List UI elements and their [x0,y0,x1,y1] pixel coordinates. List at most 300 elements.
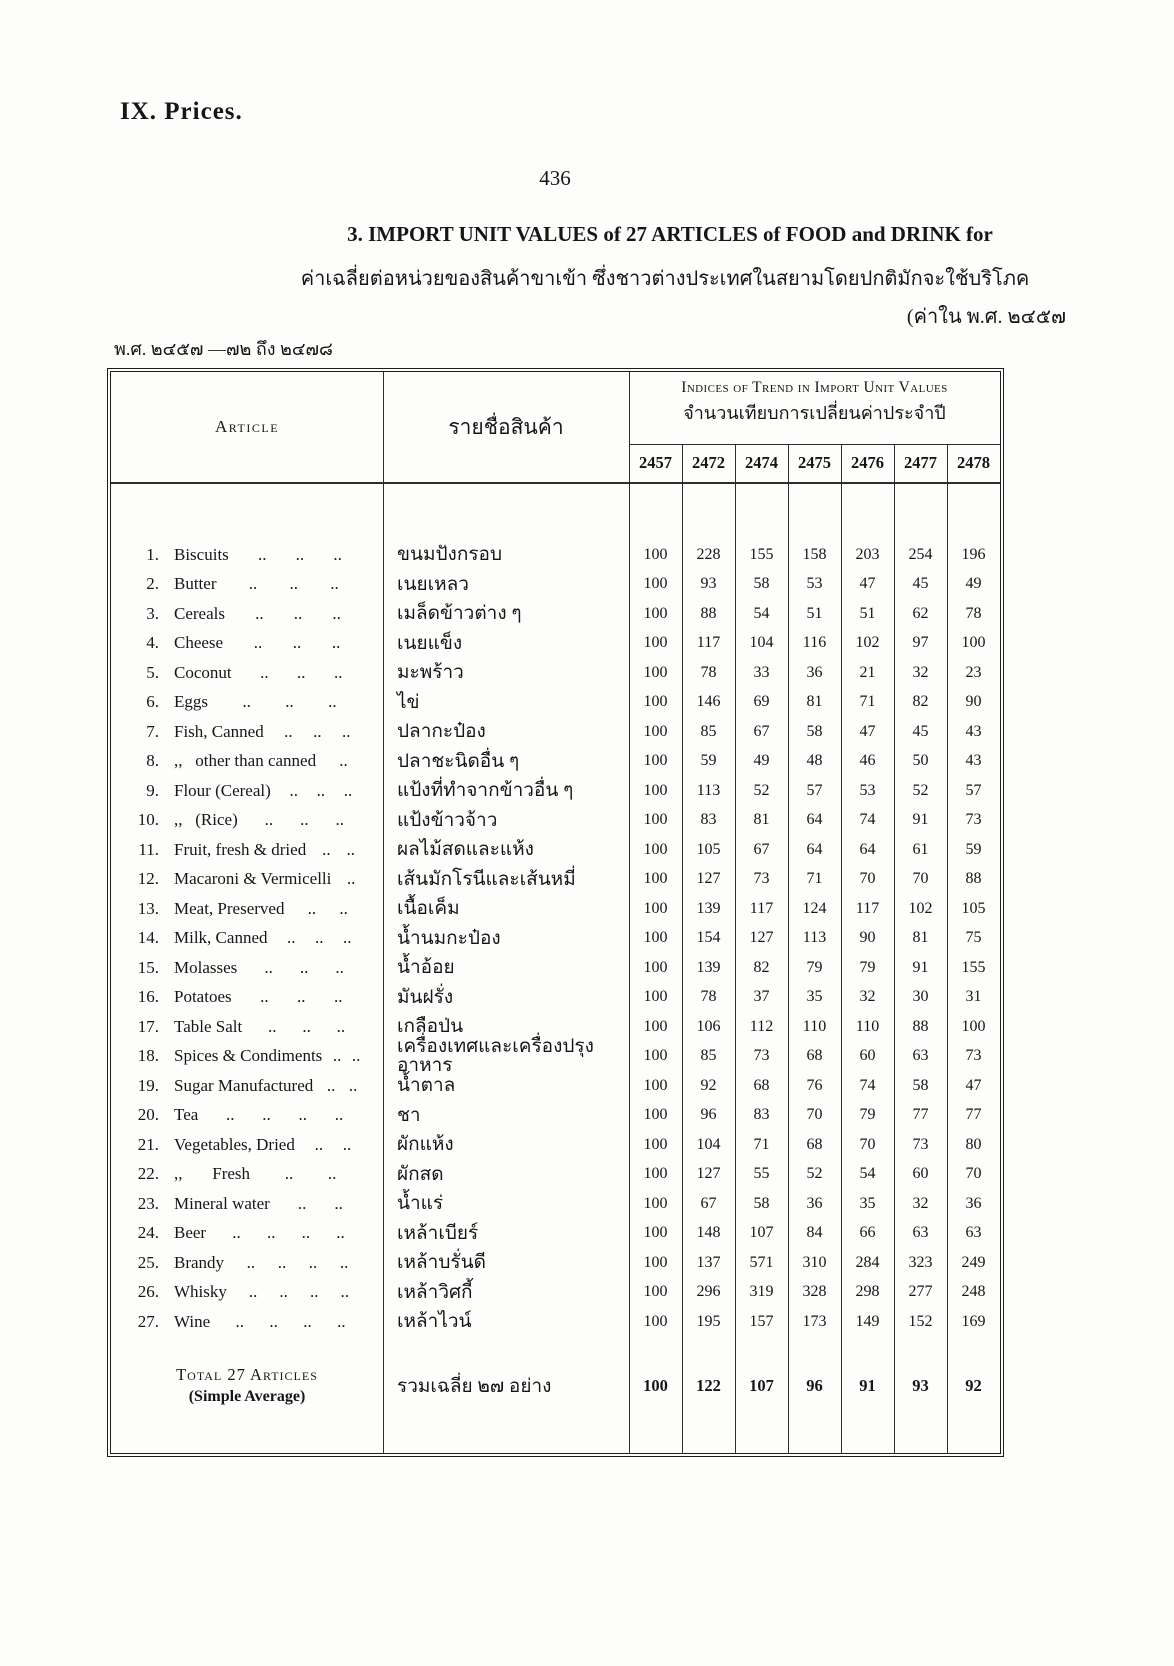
thai-name-cell: ชา [397,1104,421,1126]
index-value-cell: 93 [700,575,717,593]
index-value-cell: 88 [700,604,717,622]
dot-group: .. [336,1223,345,1243]
index-value-cell: 249 [961,1253,986,1271]
index-value-cell: 74 [859,811,876,829]
group-title-en: Indices of Trend in Import Unit Values [681,379,948,396]
thai-name-cell: เนยแข็ง [397,632,463,654]
thai-name-cell: น้ำนมกะป๋อง [397,927,501,949]
year-header: 2472 [692,453,725,472]
index-value-cell: 146 [696,693,721,711]
article-cell [111,1194,383,1214]
total-value-cell: 96 [806,1375,823,1395]
index-value-cell: 100 [643,1165,668,1183]
index-value-cell: 36 [806,1194,823,1212]
article-name: Spices & Condiments [174,1046,323,1066]
index-value-cell: 68 [806,1135,823,1153]
dot-leader [232,663,371,683]
thai-name-cell: น้ำอ้อย [397,957,455,979]
dot-group: .. [266,1223,276,1243]
dot-group: .. [284,721,293,741]
article-name: Whisky [174,1282,227,1302]
table-row [111,1130,1000,1160]
dot-group: .. [226,1105,235,1125]
dot-group: .. [285,692,294,712]
dot-group: .. [342,1134,352,1154]
dot-group: .. [330,574,339,594]
article-name: Butter [174,574,217,594]
article-name: Brandy [174,1252,225,1272]
dot-group: .. [287,928,296,948]
article-cell [111,1105,383,1125]
dot-leader [229,545,371,565]
dot-group: .. [295,544,305,564]
dot-group: .. [332,603,341,623]
row-number: 16. [137,987,159,1007]
year-header: 2477 [904,453,937,472]
dot-group: .. [264,957,273,977]
article-cell [111,869,383,889]
index-value-cell: 117 [749,899,774,917]
dot-leader [284,899,371,919]
column-header-thai: รายชื่อสินค้า [448,414,564,439]
article-cell [111,663,383,683]
index-value-cell: 100 [643,693,668,711]
thai-name-cell: เครื่องเทศและเครื่องปรุงอาหาร [397,1036,594,1077]
thai-name-cell: เหล้าวิศกี้ [397,1281,473,1303]
thai-name-cell: ไข่ [397,691,420,713]
index-value-cell: 63 [912,1224,929,1242]
index-value-cell: 79 [859,958,876,976]
thai-name-cell: ผักสด [397,1163,444,1185]
index-value-cell: 23 [965,663,982,681]
dot-group: .. [300,810,309,830]
index-value-cell: 32 [912,663,929,681]
dot-leader [264,722,371,742]
index-value-cell: 49 [965,575,982,593]
index-value-cell: 67 [753,840,770,858]
year-header: 2475 [798,453,831,472]
article-cell [111,1017,383,1037]
year-header: 2478 [957,453,990,472]
group-title-thai: จำนวนเทียบการเปลี่ยนค่าประจำปี [683,403,946,423]
index-value-cell: 57 [965,781,982,799]
dot-group: .. [339,751,348,771]
index-value-cell: 43 [965,722,982,740]
index-value-cell: 68 [753,1076,770,1094]
index-value-cell: 155 [961,958,986,976]
table-row [111,570,1000,600]
dot-group: .. [336,1016,346,1036]
row-number: 17. [137,1016,159,1036]
index-value-cell: 58 [912,1076,929,1094]
table-title: 3. IMPORT UNIT VALUES of 27 ARTICLES of FOOD and DRINK for [347,222,993,246]
article-name: Tea [174,1105,199,1125]
index-value-cell: 73 [912,1135,929,1153]
row-number: 2. [146,574,159,594]
index-value-cell: 127 [749,929,774,947]
table-row [111,629,1000,659]
dot-group: .. [235,1311,244,1331]
year-range-thai: พ.ศ. ๒๔๕๗ —๗๒ ถึง ๒๔๗๘ [114,339,333,359]
index-value-cell: 298 [855,1283,880,1301]
index-value-cell: 90 [965,693,982,711]
row-number: 11. [138,839,159,859]
index-value-cell: 52 [806,1165,823,1183]
index-value-cell: 50 [912,752,929,770]
index-value-cell: 43 [965,752,982,770]
row-number: 14. [137,928,159,948]
index-value-cell: 149 [855,1312,880,1330]
index-value-cell: 78 [700,663,717,681]
index-value-cell: 100 [961,1017,986,1035]
dot-group: .. [346,839,356,859]
index-value-cell: 52 [912,781,929,799]
index-value-cell: 81 [806,693,823,711]
table-row [111,540,1000,570]
index-value-cell: 127 [696,870,721,888]
dot-group: .. [307,898,317,918]
index-value-cell: 78 [700,988,717,1006]
index-value-cell: 106 [696,1017,721,1035]
index-value-cell: 74 [859,1076,876,1094]
index-value-cell: 51 [859,604,876,622]
index-value-cell: 100 [643,811,668,829]
row-number: 23. [137,1193,159,1213]
index-value-cell: 47 [965,1076,982,1094]
index-value-cell: 157 [749,1312,774,1330]
article-name: Mineral water [174,1193,270,1213]
article-name: Flour (Cereal) [174,780,271,800]
index-value-cell: 328 [802,1283,827,1301]
article-cell [111,633,383,653]
article-cell [111,722,383,742]
column-divider [788,444,789,1453]
article-cell [111,751,383,771]
index-value-cell: 82 [912,693,929,711]
dot-leader [331,869,371,889]
index-value-cell: 58 [753,1194,770,1212]
index-value-cell: 79 [806,958,823,976]
table-row [111,924,1000,954]
index-value-cell: 55 [753,1165,770,1183]
index-value-cell: 117 [696,634,721,652]
table-row [111,865,1000,895]
index-value-cell: 81 [912,929,929,947]
row-number: 20. [137,1105,159,1125]
table-row [111,747,1000,777]
thai-name-cell: เส้นมักโรนีและเส้นหมี่ [397,868,576,890]
dot-group: .. [260,662,269,682]
index-value-cell: 45 [912,575,929,593]
index-value-cell: 254 [908,545,933,563]
index-value-cell: 100 [643,899,668,917]
total-value-cell: 91 [859,1375,876,1395]
dot-group: .. [331,633,341,653]
dot-group: .. [322,839,331,859]
index-value-cell: 32 [859,988,876,1006]
article-cell [111,1046,383,1066]
dot-group: .. [339,1252,349,1272]
index-value-cell: 105 [961,899,986,917]
dot-group: .. [301,1223,311,1243]
row-number: 21. [137,1134,159,1154]
index-value-cell: 100 [643,1253,668,1271]
column-divider [947,444,948,1453]
index-value-cell: 97 [912,634,929,652]
table-row [111,658,1000,688]
table-row [111,983,1000,1013]
dot-group: .. [232,1223,241,1243]
index-value-cell: 277 [908,1283,933,1301]
thai-name-cell: มะพร้าว [397,662,464,684]
year-header: 2476 [851,453,884,472]
table-row [111,1160,1000,1190]
index-value-cell: 66 [859,1224,876,1242]
index-value-cell: 127 [696,1165,721,1183]
index-value-cell: 59 [700,752,717,770]
header-divider [111,482,1000,484]
index-value-cell: 63 [912,1047,929,1065]
table-row [111,806,1000,836]
dot-group: .. [248,574,258,594]
index-value-cell: 158 [802,545,827,563]
row-number: 27. [137,1311,159,1331]
dot-group: .. [337,1311,346,1331]
index-value-cell: 116 [802,634,827,652]
index-value-cell: 100 [961,634,986,652]
index-value-cell: 100 [643,634,668,652]
dot-group: .. [327,1164,337,1184]
index-value-cell: 196 [961,545,986,563]
index-value-cell: 32 [912,1194,929,1212]
thai-name-cell: เกลือป่น [397,1016,464,1038]
index-value-cell: 284 [855,1253,880,1271]
index-value-cell: 100 [643,1106,668,1124]
dot-group: .. [308,1252,318,1272]
table-row [111,894,1000,924]
index-value-cell: 100 [643,1017,668,1035]
index-value-cell: 148 [696,1224,721,1242]
total-value-cell: 100 [643,1375,668,1395]
index-value-cell: 100 [643,1224,668,1242]
index-value-cell: 100 [643,1194,668,1212]
index-value-cell: 83 [700,811,717,829]
table-row [111,953,1000,983]
table-row [111,835,1000,865]
column-divider [735,444,736,1453]
index-value-cell: 137 [696,1253,721,1271]
column-divider [629,372,630,1453]
dot-leader [210,1312,371,1332]
row-number: 18. [137,1046,159,1066]
dot-group: .. [334,662,343,682]
row-number: 8. [146,751,159,771]
thai-name-cell: ผักแห้ง [397,1134,454,1156]
row-number: 25. [137,1252,159,1272]
total-row [111,1355,1000,1417]
dot-group: .. [339,898,348,918]
index-value-cell: 91 [912,958,929,976]
column-divider [383,372,384,1453]
table-row [111,717,1000,747]
row-number: 6. [146,692,159,712]
article-cell [111,1282,383,1302]
article-name: ,, Fresh [174,1164,251,1184]
article-cell [111,928,383,948]
thai-name-cell: แป้งที่ทำจากข้าวอื่น ๆ [397,780,574,802]
index-value-cell: 64 [806,840,823,858]
index-value-cell: 47 [859,575,876,593]
index-value-cell: 112 [749,1017,774,1035]
index-value-cell: 124 [802,899,827,917]
article-cell [111,958,383,978]
index-value-cell: 310 [802,1253,827,1271]
index-value-cell: 571 [749,1253,774,1271]
dot-leader [206,1223,371,1243]
thai-name-cell: ปลากะป๋อง [397,721,486,743]
section-heading: IX. Prices. [120,98,243,125]
index-value-cell: 88 [965,870,982,888]
index-value-cell: 100 [643,752,668,770]
dot-leader [225,604,371,624]
dot-leader [223,633,371,653]
row-number: 3. [146,603,159,623]
index-value-cell: 58 [806,722,823,740]
article-name: Cereals [174,603,225,623]
index-value-cell: 51 [806,604,823,622]
index-value-cell: 100 [643,1283,668,1301]
dot-group: .. [343,928,352,948]
index-value-cell: 113 [802,929,827,947]
thai-name-cell: เมล็ดข้าวต่าง ๆ [397,603,522,625]
total-value-cell: 92 [965,1375,982,1395]
article-cell [111,899,383,919]
index-value-cell: 110 [802,1017,827,1035]
dot-group: .. [340,1282,349,1302]
index-value-cell: 248 [961,1283,986,1301]
dot-group: .. [262,1105,271,1125]
index-value-cell: 70 [965,1165,982,1183]
article-name: ,, (Rice) [174,810,238,830]
index-value-cell: 296 [696,1283,721,1301]
column-divider [682,444,683,1453]
dot-group: .. [351,1046,361,1066]
index-value-cell: 139 [696,958,721,976]
dot-leader [242,1017,371,1037]
index-value-cell: 139 [696,899,721,917]
dot-group: .. [309,1282,319,1302]
dot-group: .. [289,574,298,594]
total-value-cell: 122 [696,1375,721,1395]
table-header [111,372,1000,482]
index-value-cell: 83 [753,1106,770,1124]
index-value-cell: 46 [859,752,876,770]
dot-leader [250,1164,371,1184]
index-value-cell: 104 [696,1135,721,1153]
index-value-cell: 155 [749,545,774,563]
index-value-cell: 100 [643,545,668,563]
article-name: Eggs [174,692,208,712]
dot-group: .. [299,957,309,977]
index-value-cell: 47 [859,722,876,740]
row-number: 13. [137,898,159,918]
row-number: 1. [146,544,159,564]
dot-group: .. [293,603,303,623]
article-cell [111,1312,383,1332]
index-value-cell: 100 [643,958,668,976]
dot-group: .. [264,810,274,830]
table-row [111,1036,1000,1077]
index-value-cell: 76 [806,1076,823,1094]
dot-leader [217,574,372,594]
index-value-cell: 82 [753,958,770,976]
thai-name-cell: ปลาชะนิดอื่น ๆ [397,750,520,772]
dot-group: .. [279,1282,288,1302]
index-value-cell: 35 [806,988,823,1006]
article-name: Meat, Preserved [174,898,285,918]
row-number: 26. [137,1282,159,1302]
index-value-cell: 36 [806,663,823,681]
index-value-cell: 78 [965,604,982,622]
dot-leader [232,987,371,1007]
thai-name-cell: ขนมปังกรอบ [397,544,503,566]
index-value-cell: 45 [912,722,929,740]
index-value-cell: 67 [753,722,770,740]
dot-group: .. [315,928,324,948]
article-name: Biscuits [174,544,229,564]
index-value-cell: 57 [806,781,823,799]
dot-group: .. [297,662,306,682]
index-value-cell: 154 [696,929,721,947]
index-value-cell: 59 [965,840,982,858]
dot-group: .. [284,1164,294,1184]
row-number: 4. [146,633,159,653]
dot-group: .. [334,987,343,1007]
row-number: 19. [137,1075,159,1095]
index-value-cell: 36 [965,1194,982,1212]
index-value-cell: 30 [912,988,929,1006]
table-row [111,1071,1000,1101]
table-subtitle-thai-paren: (ค่าใน พ.ศ. ๒๔๕๗ [906,306,1066,328]
dot-group: .. [246,1252,256,1272]
dot-group: .. [346,869,356,889]
article-name: Wine [174,1311,211,1331]
index-value-cell: 104 [749,634,774,652]
table-body [111,482,1000,1337]
index-value-cell: 70 [806,1106,823,1124]
column-group-header [629,372,1000,444]
dot-group: .. [335,957,344,977]
table-row [111,1189,1000,1219]
thai-name-cell: เนยเหลว [397,573,469,595]
index-value-cell: 195 [696,1312,721,1330]
dot-group: .. [302,1016,311,1036]
index-value-cell: 203 [855,545,880,563]
table-row [111,688,1000,718]
thai-name-cell: เหล้าไวน์ [397,1311,472,1333]
index-value-cell: 67 [700,1194,717,1212]
row-number: 7. [146,721,159,741]
dot-leader [237,958,371,978]
index-value-cell: 100 [643,1312,668,1330]
column-divider [841,444,842,1453]
article-cell [111,987,383,1007]
dot-group: .. [334,1193,343,1213]
years-row [629,444,1000,482]
index-value-cell: 100 [643,1047,668,1065]
dot-group: .. [326,1075,336,1095]
dot-leader [238,810,371,830]
